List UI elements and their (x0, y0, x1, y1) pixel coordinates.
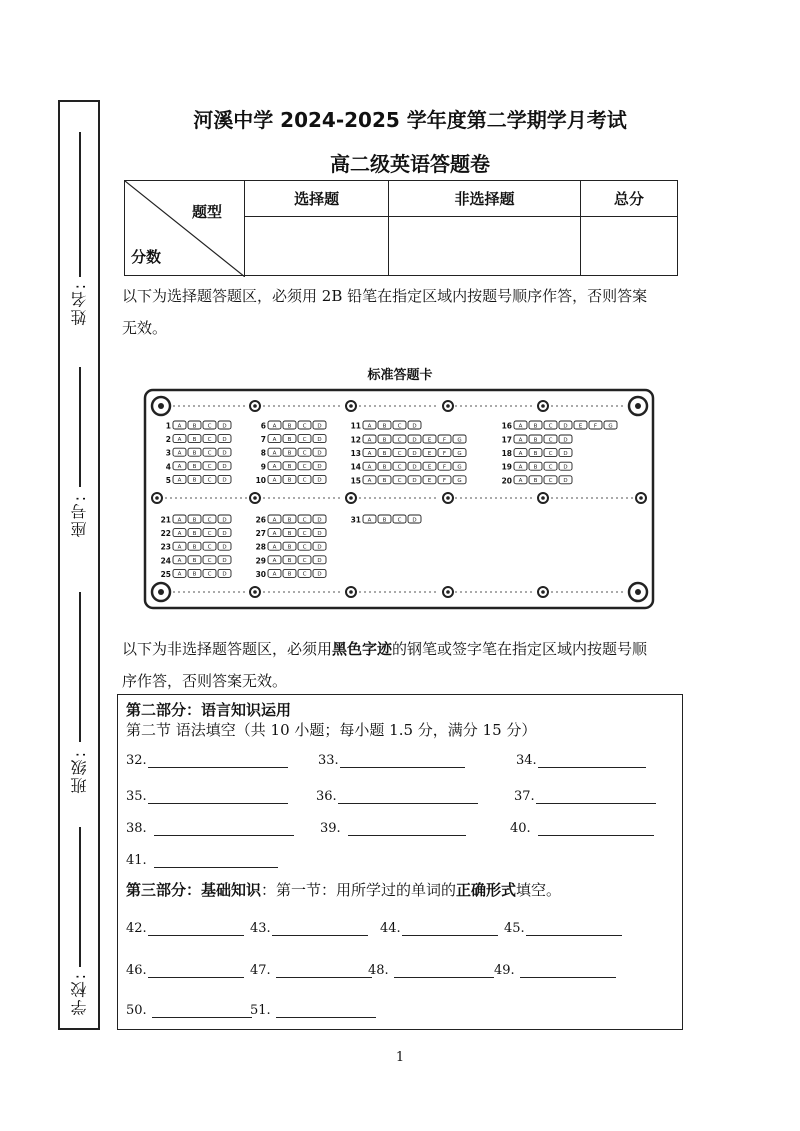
answer-blank-39[interactable] (320, 821, 466, 836)
nonchoice-instructions-line1 (122, 633, 682, 665)
bubble-letter: E (427, 478, 432, 485)
seat-line[interactable] (79, 367, 81, 487)
question-number-13: 13 (350, 449, 361, 459)
item-number: 43. (250, 921, 271, 936)
item-number: 45. (504, 921, 525, 936)
bubble-letter: D (412, 437, 417, 444)
bubble-letter: B (287, 423, 292, 430)
col-nonchoice: 非选择题 (389, 181, 580, 217)
bubble-letter: G (457, 464, 462, 471)
bubble-letter: A (177, 477, 182, 484)
bubble-letter: D (412, 478, 417, 485)
bubble-letter: B (382, 478, 387, 485)
answer-blank-47[interactable] (250, 963, 372, 978)
bubble-letter: C (207, 517, 212, 524)
part3-heading-rest: ：第一节：用所学过的单词的 (261, 881, 457, 899)
registration-mark-dot (639, 496, 643, 500)
choice-instructions (122, 280, 682, 344)
bubble-letter: G (608, 423, 613, 430)
registration-mark-dot (541, 404, 545, 408)
bubble-letter: C (397, 478, 402, 485)
answer-blank-36[interactable] (316, 789, 478, 804)
bubble-letter: B (192, 530, 197, 537)
bubble-letter: C (207, 544, 212, 551)
answer-card (143, 388, 655, 610)
bubble-letter: E (427, 464, 432, 471)
question-number-19: 19 (501, 462, 512, 472)
answer-blank-44[interactable] (380, 921, 498, 936)
bubble-letter: B (192, 571, 197, 578)
item-number: 50. (126, 1003, 147, 1018)
answer-blank-50[interactable] (126, 1003, 252, 1018)
score-cell-nonchoice[interactable] (389, 217, 580, 276)
nonchoice-text-bold: 黑色字迹 (332, 640, 393, 658)
registration-mark-dot (446, 496, 450, 500)
answer-card-title: 标准答题卡 (367, 368, 433, 383)
bubble-letter: B (192, 436, 197, 443)
question-number-27: 27 (255, 529, 266, 539)
bubble-letter: B (287, 544, 292, 551)
registration-mark-dot (635, 589, 641, 595)
bubble-letter: B (287, 517, 292, 524)
bubble-letter: B (192, 423, 197, 430)
question-number-8: 8 (260, 448, 266, 458)
question-number-28: 28 (255, 542, 266, 552)
item-number: 47. (250, 963, 271, 978)
bubble-letter: D (317, 436, 322, 443)
question-number-14: 14 (350, 462, 361, 472)
registration-mark-dot (253, 590, 257, 594)
bubble-letter: G (457, 437, 462, 444)
bubble-letter: D (563, 464, 568, 471)
bubble-letter: A (272, 517, 277, 524)
item-number: 39. (320, 821, 341, 836)
registration-mark-dot (541, 496, 545, 500)
question-number-1: 1 (165, 421, 171, 431)
answer-blank-37[interactable] (514, 789, 656, 804)
exam-subtitle: 高二级英语答题卷 (330, 152, 490, 176)
bubble-letter: C (207, 450, 212, 457)
bubble-letter: B (382, 464, 387, 471)
bubble-letter: D (317, 423, 322, 430)
bubble-letter: A (177, 464, 182, 471)
answer-blank-48[interactable] (368, 963, 494, 978)
answer-blank-42[interactable] (126, 921, 244, 936)
bubble-letter: D (222, 464, 227, 471)
item-number: 33. (318, 753, 339, 768)
bubble-letter: B (287, 530, 292, 537)
item-number: 49. (494, 963, 515, 978)
bubble-letter: A (518, 423, 523, 430)
bubble-letter: A (272, 571, 277, 578)
bubble-letter: F (442, 478, 447, 485)
registration-mark-dot (253, 496, 257, 500)
bubble-letter: A (177, 544, 182, 551)
bubble-letter: C (207, 477, 212, 484)
bubble-letter: D (222, 558, 227, 565)
registration-mark-dot (158, 403, 164, 409)
question-number-21: 21 (160, 515, 171, 525)
bubble-letter: A (272, 450, 277, 457)
nonchoice-answer-box (117, 694, 683, 1030)
bubble-letter: A (272, 477, 277, 484)
binding-strip (58, 100, 100, 1030)
nonchoice-instructions (122, 633, 682, 697)
bubble-letter: B (382, 423, 387, 430)
bubble-letter: C (302, 517, 307, 524)
bubble-letter: B (533, 423, 538, 430)
col-total: 总分 (580, 181, 677, 217)
bubble-letter: A (367, 450, 372, 457)
item-number: 51. (250, 1003, 271, 1018)
bubble-letter: B (192, 450, 197, 457)
bubble-letter: C (397, 517, 402, 524)
bubble-letter: C (302, 436, 307, 443)
score-cell-choice[interactable] (245, 217, 389, 276)
question-type-label: 题型 (191, 203, 222, 221)
bubble-letter: C (302, 544, 307, 551)
question-number-20: 20 (501, 476, 512, 486)
bubble-letter: A (272, 464, 277, 471)
bubble-letter: D (412, 464, 417, 471)
bubble-letter: B (287, 464, 292, 471)
question-number-24: 24 (160, 556, 171, 566)
question-number-25: 25 (160, 569, 171, 579)
bubble-letter: C (397, 450, 402, 457)
bubble-letter: D (222, 544, 227, 551)
bubble-letter: G (457, 478, 462, 485)
question-number-11: 11 (350, 421, 361, 431)
bubble-letter: B (533, 450, 538, 457)
bubble-letter: B (533, 478, 538, 485)
bubble-letter: A (272, 423, 277, 430)
bubble-letter: C (207, 464, 212, 471)
bubble-letter: D (317, 477, 322, 484)
bubble-letter: C (302, 423, 307, 430)
bubble-letter: B (192, 477, 197, 484)
bubble-letter: D (222, 436, 227, 443)
answer-blank-32[interactable] (126, 753, 288, 768)
bubble-letter: A (367, 437, 372, 444)
col-choice: 选择题 (245, 181, 389, 217)
nonchoice-text-a: 以下为非选择题答题区，必须用 (122, 640, 333, 658)
question-number-30: 30 (255, 569, 266, 579)
part2-heading: 第二部分：语言知识运用 (126, 701, 292, 719)
answer-blank-45[interactable] (504, 921, 622, 936)
item-number: 44. (380, 921, 401, 936)
part2-section: 第二节 语法填空（共 10 小题；每小题 1.5 分，满分 15 分） (126, 721, 537, 739)
bubble-letter: D (412, 423, 417, 430)
bubble-letter: D (222, 517, 227, 524)
question-number-5: 5 (165, 475, 171, 485)
question-number-22: 22 (160, 529, 171, 539)
bubble-letter: D (317, 544, 322, 551)
item-number: 48. (368, 963, 389, 978)
item-number: 35. (126, 789, 147, 804)
bubble-letter: C (302, 530, 307, 537)
registration-mark-dot (158, 589, 164, 595)
bubble-letter: D (222, 477, 227, 484)
item-number: 36. (316, 789, 337, 804)
bubble-letter: A (367, 478, 372, 485)
bubble-letter: F (442, 464, 447, 471)
part3-heading-bold: 第三部分：基础知识 (126, 881, 262, 899)
bubble-letter: A (367, 423, 372, 430)
bubble-letter: A (177, 423, 182, 430)
school-label: 学校: (70, 972, 89, 1016)
nonchoice-instructions-line2: 序作答，否则答案无效。 (122, 672, 288, 690)
bubble-letter: A (272, 558, 277, 565)
page-number: 1 (395, 1050, 405, 1065)
registration-mark-dot (446, 590, 450, 594)
part3-heading-end: 填空。 (516, 881, 562, 899)
bubble-letter: D (563, 437, 568, 444)
bubble-letter: F (442, 450, 447, 457)
registration-mark-dot (253, 404, 257, 408)
bubble-letter: E (427, 437, 432, 444)
question-number-12: 12 (350, 435, 361, 445)
bubble-letter: D (317, 464, 322, 471)
bubble-letter: A (177, 530, 182, 537)
nonchoice-text-c: 的钢笔或签字笔在指定区域内按题号顺 (392, 640, 648, 658)
bubble-letter: C (207, 571, 212, 578)
question-number-7: 7 (260, 435, 266, 445)
answer-blank-40[interactable] (510, 821, 654, 836)
bubble-letter: B (192, 517, 197, 524)
bubble-letter: E (427, 450, 432, 457)
question-number-3: 3 (165, 448, 171, 458)
answer-blank-33[interactable] (318, 753, 465, 768)
bubble-letter: A (518, 478, 523, 485)
bubble-letter: B (287, 477, 292, 484)
bubble-letter: C (302, 477, 307, 484)
bubble-letter: C (302, 571, 307, 578)
bubble-letter: B (287, 450, 292, 457)
bubble-letter: B (287, 571, 292, 578)
item-number: 42. (126, 921, 147, 936)
item-number: 34. (516, 753, 537, 768)
choice-instructions-line2: 无效。 (122, 319, 168, 337)
bubble-letter: C (548, 423, 553, 430)
bubble-letter: D (222, 530, 227, 537)
bubble-letter: C (397, 423, 402, 430)
question-number-29: 29 (255, 556, 266, 566)
answer-blank-49[interactable] (494, 963, 616, 978)
bubble-letter: D (317, 450, 322, 457)
bubble-letter: D (412, 517, 417, 524)
registration-mark-dot (541, 590, 545, 594)
item-number: 46. (126, 963, 147, 978)
bubble-letter: A (177, 450, 182, 457)
question-number-17: 17 (501, 435, 512, 445)
bubble-letter: B (287, 436, 292, 443)
bubble-letter: C (397, 437, 402, 444)
school-line[interactable] (79, 827, 81, 967)
bubble-letter: A (518, 437, 523, 444)
bubble-letter: D (222, 423, 227, 430)
bubble-letter: B (382, 517, 387, 524)
exam-title: 河溪中学 2024-2025 学年度第二学期学月考试 (193, 108, 627, 132)
score-label: 分数 (131, 248, 162, 266)
bubble-letter: D (563, 478, 568, 485)
question-number-6: 6 (260, 421, 266, 431)
bubble-letter: A (177, 517, 182, 524)
registration-mark-dot (349, 496, 353, 500)
bubble-letter: D (317, 517, 322, 524)
question-number-18: 18 (501, 449, 512, 459)
question-number-9: 9 (260, 462, 266, 472)
name-label: 姓名: (70, 282, 89, 326)
bubble-letter: B (287, 558, 292, 565)
bubble-letter: F (442, 437, 447, 444)
bubble-letter: A (367, 464, 372, 471)
score-table-diagonal-cell (125, 181, 245, 276)
bubble-letter: D (412, 450, 417, 457)
answer-blank-46[interactable] (126, 963, 244, 978)
question-number-26: 26 (255, 515, 266, 525)
bubble-letter: B (192, 558, 197, 565)
name-line[interactable] (79, 132, 81, 277)
bubble-letter: D (317, 530, 322, 537)
question-number-16: 16 (501, 421, 512, 431)
bubble-letter: B (382, 437, 387, 444)
bubble-letter: A (367, 517, 372, 524)
bubble-letter: A (177, 571, 182, 578)
question-number-23: 23 (160, 542, 171, 552)
answer-blank-34[interactable] (516, 753, 646, 768)
bubble-letter: B (533, 464, 538, 471)
answer-blank-35[interactable] (126, 789, 288, 804)
bubble-letter: B (533, 437, 538, 444)
question-number-4: 4 (165, 462, 171, 472)
bubble-letter: A (272, 530, 277, 537)
registration-mark-dot (349, 404, 353, 408)
class-label: 班级: (70, 750, 89, 794)
bubble-letter: C (548, 478, 553, 485)
bubble-letter: B (192, 464, 197, 471)
answer-blank-43[interactable] (250, 921, 368, 936)
item-number: 40. (510, 821, 531, 836)
bubble-letter: C (207, 423, 212, 430)
bubble-letter: D (222, 450, 227, 457)
bubble-letter: A (272, 544, 277, 551)
bubble-letter: C (302, 464, 307, 471)
bubble-letter: B (382, 450, 387, 457)
score-table (124, 180, 678, 276)
bubble-letter: C (207, 558, 212, 565)
registration-mark-dot (349, 590, 353, 594)
bubble-letter: A (518, 464, 523, 471)
bubble-letter: C (548, 437, 553, 444)
registration-mark-dot (155, 496, 159, 500)
bubble-letter: D (317, 571, 322, 578)
bubble-letter: A (272, 436, 277, 443)
bubble-letter: B (192, 544, 197, 551)
registration-mark-dot (635, 403, 641, 409)
bubble-letter: D (563, 450, 568, 457)
bubble-letter: A (518, 450, 523, 457)
seat-label: 座号: (70, 494, 89, 538)
bubble-letter: C (207, 530, 212, 537)
bubble-letter: C (302, 450, 307, 457)
bubble-letter: A (177, 436, 182, 443)
bubble-letter: E (578, 423, 583, 430)
class-line[interactable] (79, 592, 81, 742)
part3-heading (126, 879, 561, 900)
registration-mark-dot (446, 404, 450, 408)
bubble-letter: D (563, 423, 568, 430)
bubble-letter: C (302, 558, 307, 565)
question-number-10: 10 (255, 475, 266, 485)
bubble-letter: C (548, 450, 553, 457)
part3-heading-bold2: 正确形式 (456, 881, 517, 899)
bubble-letter: D (317, 558, 322, 565)
bubble-letter: C (548, 464, 553, 471)
choice-instructions-line1: 以下为选择题答题区，必须用 2B 铅笔在指定区域内按题号顺序作答，否则答案 (122, 287, 648, 305)
item-number: 37. (514, 789, 535, 804)
bubble-letter: D (222, 571, 227, 578)
bubble-letter: G (457, 450, 462, 457)
bubble-letter: C (207, 436, 212, 443)
item-number: 41. (126, 853, 147, 868)
bubble-letter: C (397, 464, 402, 471)
answer-blank-38[interactable] (126, 821, 294, 836)
question-number-2: 2 (165, 435, 171, 445)
item-number: 38. (126, 821, 147, 836)
question-number-31: 31 (350, 515, 361, 525)
question-number-15: 15 (350, 476, 361, 486)
item-number: 32. (126, 753, 147, 768)
answer-blank-51[interactable] (250, 1003, 376, 1018)
answer-blank-41[interactable] (126, 853, 278, 868)
score-cell-total[interactable] (580, 217, 677, 276)
bubble-letter: A (177, 558, 182, 565)
bubble-letter: F (593, 423, 598, 430)
